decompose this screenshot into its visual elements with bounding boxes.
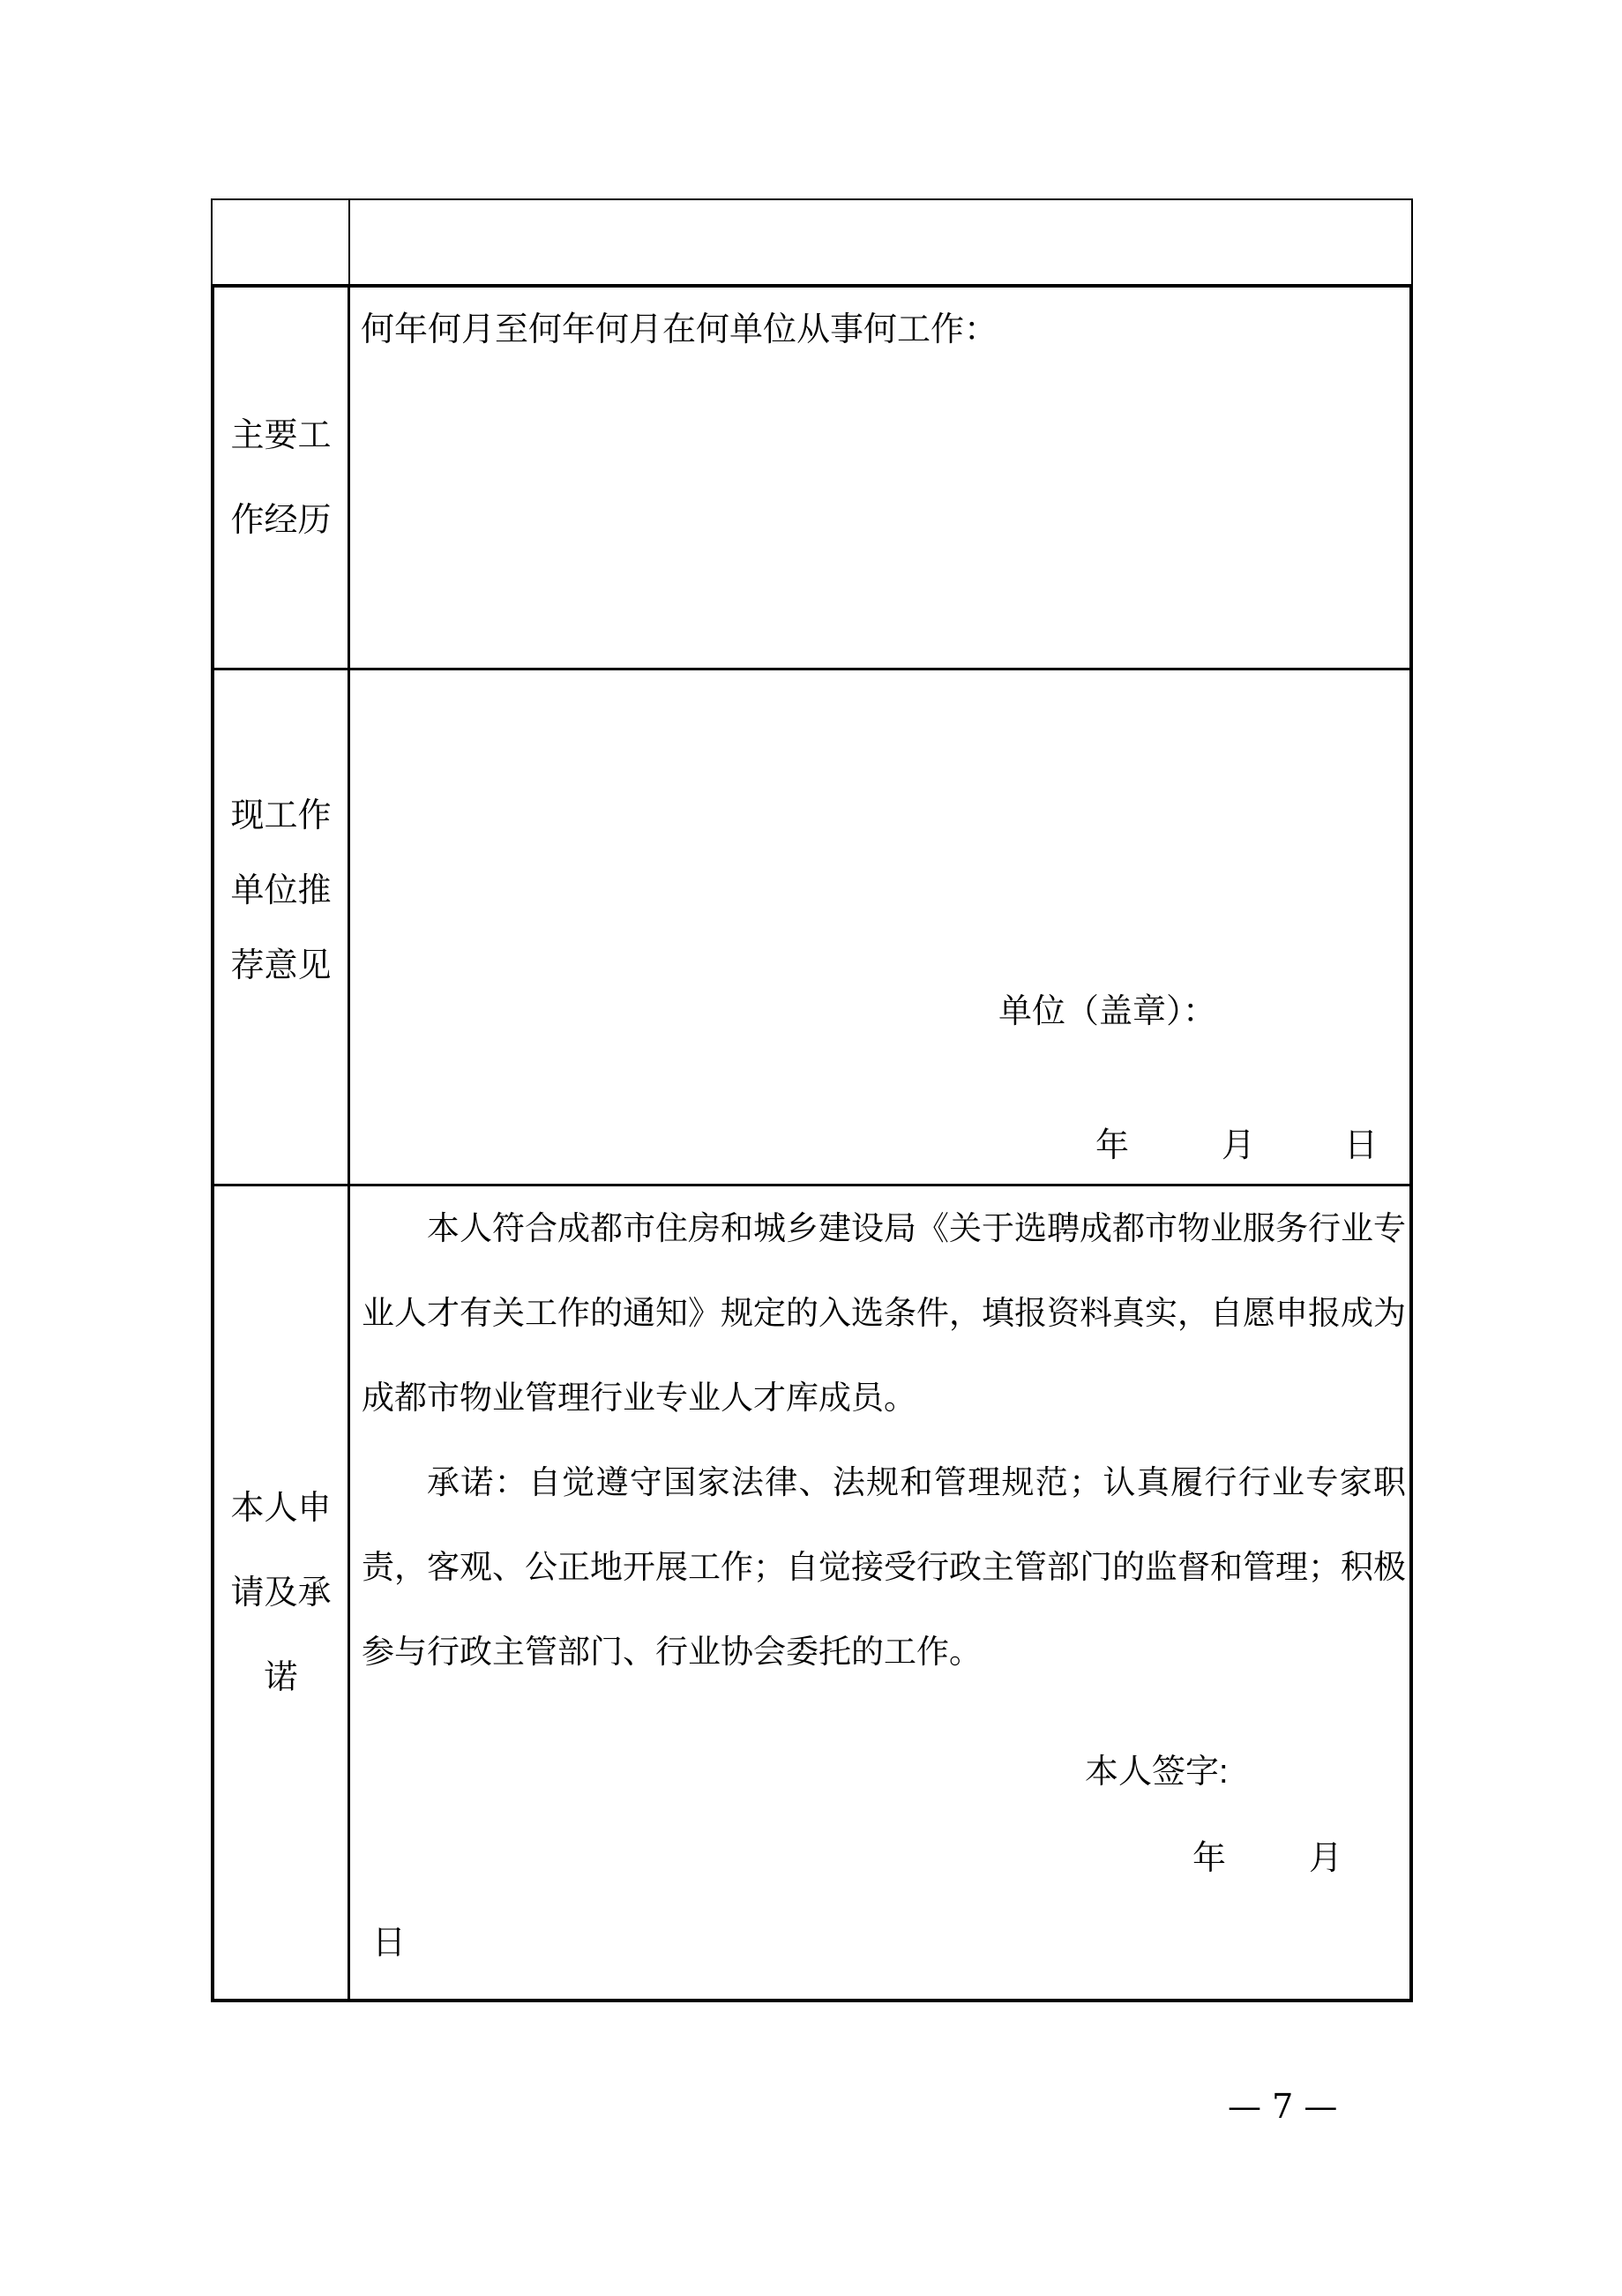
- work-history-label-cell: [214, 288, 350, 668]
- work-history-prompt: 何年何月至何年何月在何单位从事何工作：: [361, 311, 998, 348]
- page-number: — 7 —: [1228, 2087, 1338, 2126]
- commitment-date-day: 日: [372, 1925, 407, 1962]
- commitment-label-line3: 诺: [264, 1658, 298, 1696]
- recommendation-date-line: [1095, 1128, 1378, 1163]
- recommendation-label-line1: 现工作: [230, 797, 332, 834]
- work-history-label-line1: 主要工: [230, 416, 332, 454]
- commitment-date-month: 月: [1309, 1840, 1343, 1877]
- application-form-table: [211, 284, 1413, 2002]
- recommendation-label-line3: 荐意见: [230, 947, 332, 984]
- commitment-date-year: 年: [1192, 1840, 1227, 1877]
- recommendation-label-line2: 单位推: [230, 872, 332, 909]
- recommendation-date-year: 年: [1095, 1127, 1130, 1164]
- work-history-content-cell: [350, 288, 1409, 668]
- recommendation-date-month: 月: [1222, 1127, 1256, 1164]
- commitment-label-line2: 请及承: [230, 1574, 332, 1612]
- continuation-content-cell: [350, 200, 1411, 284]
- commitment-paragraph-2: 承诺：自觉遵守国家法律、法规和管理规范；认真履行行业专家职责，客观、公正地开展工作；自觉接受行政主管部门的监督和管理；积极参与行政主管部门、行业协会委托的工作。: [362, 1464, 1406, 1670]
- signature-label: 本人签字:: [1085, 1754, 1229, 1791]
- row-employer-recommendation: [214, 668, 1409, 1184]
- work-history-label-line2: 作经历: [230, 501, 332, 539]
- recommendation-label-cell: [214, 670, 350, 1184]
- recommendation-content-cell: [350, 670, 1409, 1184]
- commitment-paragraph-1: 本人符合成都市住房和城乡建设局《关于选聘成都市物业服务行业专业人才有关工作的通知》规定的入选条件，填报资料真实，自愿申报成为成都市物业管理行业专业人才库成员。: [362, 1210, 1406, 1416]
- continuation-label-cell: [213, 200, 350, 284]
- commitment-label-cell: [214, 1186, 350, 1999]
- row-work-history: [214, 288, 1409, 668]
- commitment-label-line1: 本人申: [230, 1489, 332, 1527]
- commitment-date-line: [1192, 1841, 1342, 1876]
- row-self-application: [214, 1184, 1409, 1999]
- table-continuation-row: [211, 198, 1413, 284]
- commitment-content-cell: [350, 1186, 1409, 1999]
- recommendation-date-day: 日: [1344, 1127, 1379, 1164]
- unit-seal-label: 单位（盖章）：: [998, 993, 1217, 1030]
